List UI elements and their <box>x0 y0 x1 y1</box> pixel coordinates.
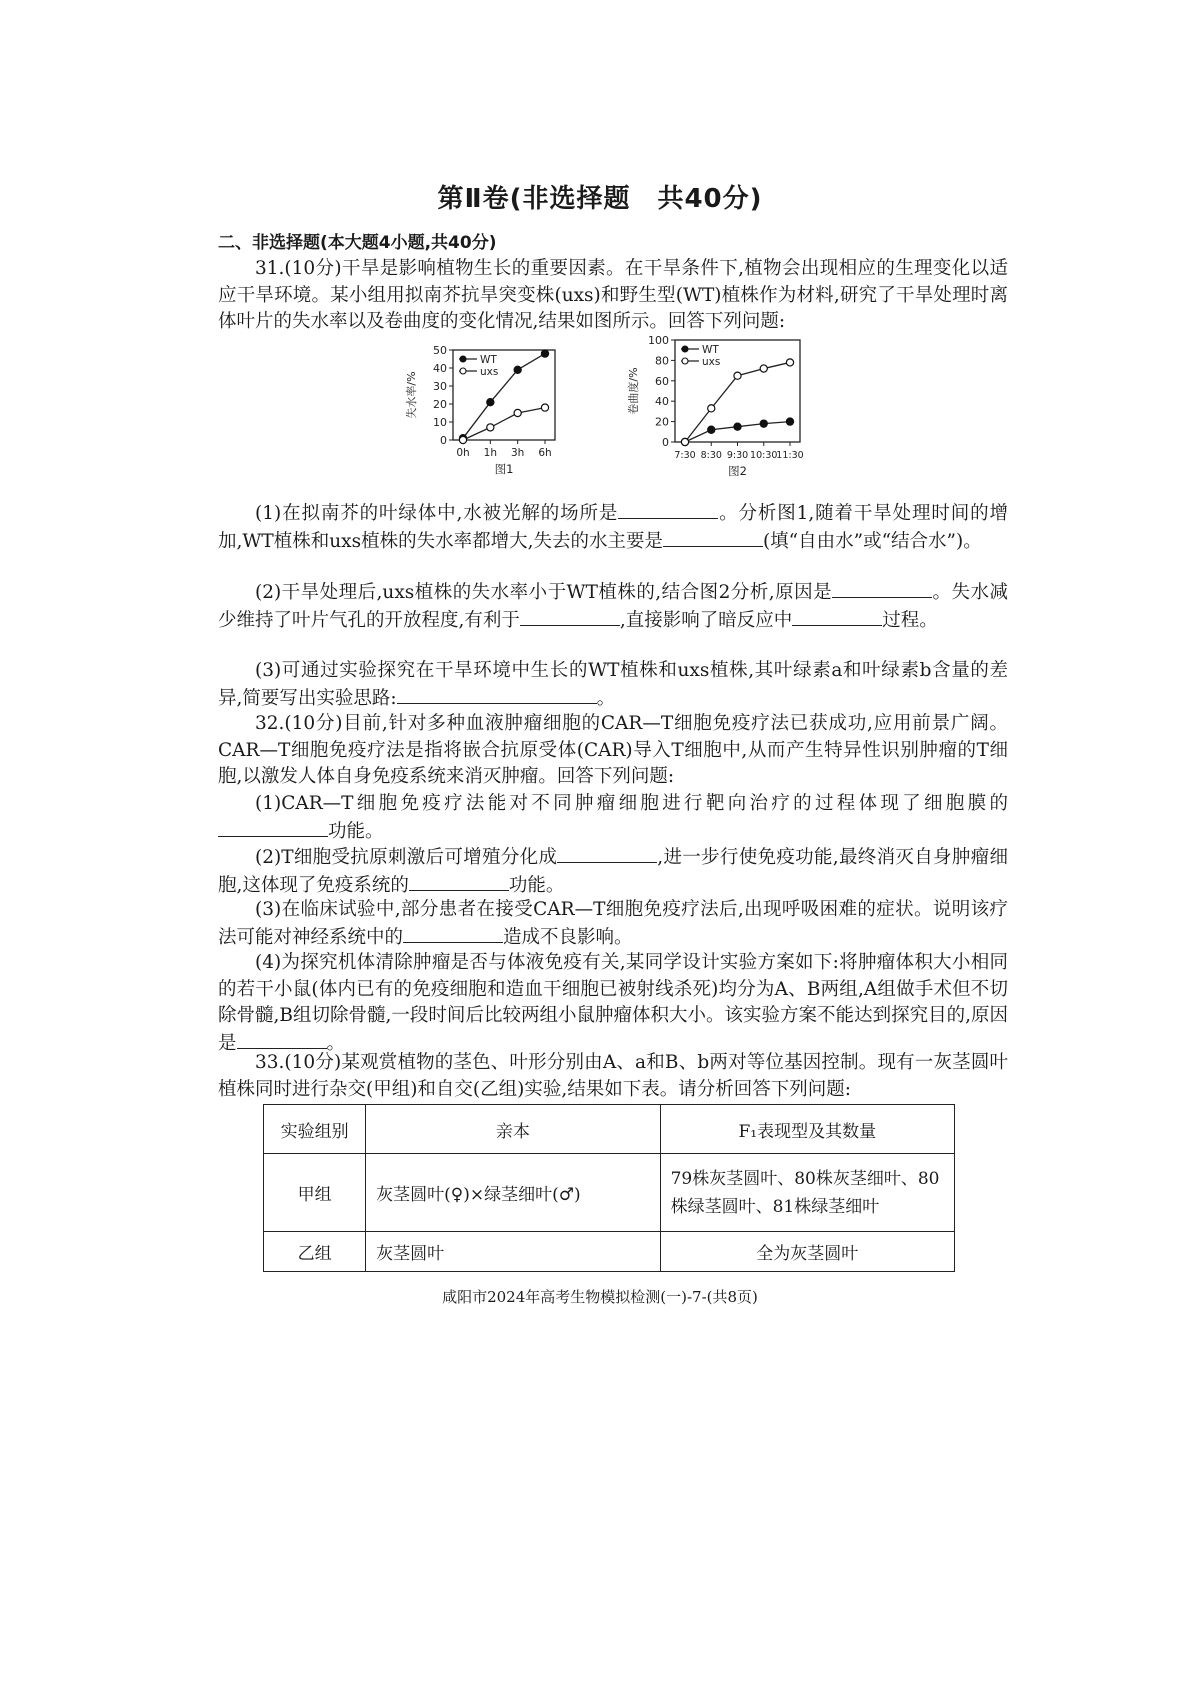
series-line-uxs <box>463 408 545 440</box>
y-axis-label: 卷曲度/% <box>627 367 640 415</box>
page-footer: 咸阳市2024年高考生物模拟检测(一)-7-(共8页) <box>442 1288 758 1306</box>
y-tick-label: 20 <box>433 398 447 411</box>
data-point-WT <box>708 426 715 433</box>
data-point-uxs <box>487 424 494 431</box>
y-tick-label: 10 <box>433 416 447 429</box>
table-cell: 灰茎圆叶 <box>366 1232 660 1272</box>
q32-p1-text-a: (1)CAR—T细胞免疫疗法能对不同肿瘤细胞进行靶向治疗的过程体现了细胞膜的 <box>255 793 1008 814</box>
data-point-uxs <box>786 359 793 366</box>
x-tick-label: 7:30 <box>674 450 696 461</box>
y-tick-label: 100 <box>648 336 669 347</box>
chart-caption: 图2 <box>728 464 747 478</box>
answer-blank[interactable] <box>520 607 620 626</box>
legend-marker <box>682 346 688 352</box>
q31-p2-text-d: 过程。 <box>882 609 938 631</box>
page-title: 第Ⅱ卷(非选择题 共40分) <box>437 184 763 214</box>
q32-part2 <box>218 844 1008 899</box>
q32-p2-text-c: 功能。 <box>508 874 565 896</box>
answer-blank[interactable] <box>218 818 328 837</box>
legend-marker <box>460 356 466 362</box>
q31-p3-text-b: 。 <box>596 687 616 709</box>
answer-blank[interactable] <box>792 607 882 626</box>
table-cell: 全为灰茎圆叶 <box>660 1232 954 1272</box>
table-header-row <box>264 1105 955 1154</box>
q31-p2-text-b: 。失水减少维持了叶片气孔的开放程度,有利于 <box>218 582 1008 631</box>
data-point-WT <box>734 423 741 430</box>
y-tick-label: 0 <box>662 436 669 449</box>
legend-label: uxs <box>480 366 499 378</box>
x-tick-label: 9:30 <box>726 450 749 461</box>
q31-charts <box>405 336 875 496</box>
answer-blank[interactable] <box>557 844 657 863</box>
answer-blank[interactable] <box>403 924 503 943</box>
q31-intro: 31.(10分)干旱是影响植物生长的重要因素。在干旱条件下,植物会出现相应的生理变化以适应干旱环境。某小组用拟南芥抗旱突变株(uxs)和野生型(WT)植株作为材料,研究了干旱处理时离体叶片的失水率以及卷曲度的变化情况,结果如图所示。回答下列问题: <box>218 258 1008 332</box>
q31-p1-text-c: (填“自由水”或“结合水”)。 <box>762 530 982 552</box>
data-point-WT <box>541 350 548 357</box>
table-row <box>264 1232 955 1272</box>
q31-part3 <box>218 658 1008 712</box>
q32-part3 <box>218 897 1008 951</box>
answer-blank[interactable] <box>409 872 509 891</box>
series-line-WT <box>463 354 545 439</box>
x-tick-label: 11:30 <box>776 450 804 461</box>
q32-p4-text-b: 。 <box>326 1032 346 1054</box>
x-tick-label: 10:30 <box>750 450 778 461</box>
q32-p1-text-b: 功能。 <box>328 820 384 842</box>
data-point-uxs <box>708 405 715 412</box>
data-point-uxs <box>681 438 688 445</box>
q32-intro: 32.(10分)目前,针对多种血液肿瘤细胞的CAR—T细胞免疫疗法已获成功,应用前景广阔。CAR—T细胞免疫疗法是指将嵌合抗原受体(CAR)导入T细胞中,从而产生特异性识别肿瘤的T细胞,以激发人体自身免疫系统来消灭肿瘤。回答下列问题: <box>218 713 1008 787</box>
x-tick-label: 3h <box>510 447 525 459</box>
q33-intro: 33.(10分)某观赏植物的茎色、叶形分别由A、a和B、b两对等位基因控制。现有一灰茎圆叶植株同时进行杂交(甲组)和自交(乙组)实验,结果如下表。请分析回答下列问题: <box>218 1052 1008 1100</box>
table-header-cell: 亲本 <box>366 1105 660 1154</box>
data-point-WT <box>514 366 521 373</box>
y-tick-label: 20 <box>655 415 669 429</box>
y-tick-label: 40 <box>655 395 669 409</box>
chart-2 <box>626 336 804 478</box>
q31-p1-text-a: (1)在拟南芥的叶绿体中,水被光解的场所是 <box>255 503 619 524</box>
y-tick-label: 60 <box>655 374 669 388</box>
data-point-WT <box>786 418 793 425</box>
data-point-WT <box>487 399 494 406</box>
q31-p3-text-a: (3)可通过实验探究在干旱环境中生长的WT植株和uxs植株,其叶绿素a和叶绿素b含量的差异,简要写出实验思路: <box>218 660 1008 709</box>
legend-marker <box>682 358 688 364</box>
plot-frame <box>453 350 555 440</box>
q33-results-table <box>263 1104 955 1272</box>
table-cell: 乙组 <box>264 1232 366 1272</box>
y-tick-label: 50 <box>433 344 447 357</box>
q32-p3-text-b: 造成不良影响。 <box>503 926 633 948</box>
charts-svg <box>405 336 875 496</box>
legend-label: WT <box>480 354 497 366</box>
q32-p4-text-a: (4)为探究机体清除肿瘤是否与体液免疫有关,某同学设计实验方案如下:将肿瘤体积大小相同的若干小鼠(体内已有的免疫细胞和造血干细胞已被射线杀死)均分为A、B两组,A组做手术但不切除骨髓,B组切除骨髓,一段时间后比较两组小鼠肿瘤体积大小。该实验方案不能达到探究目的,原因是 <box>218 952 1008 1054</box>
chart-caption: 图1 <box>494 462 514 476</box>
table-header-cell: 实验组别 <box>264 1105 366 1154</box>
q32-part4 <box>218 950 1008 1057</box>
q31-p2-text-c: ,直接影响了暗反应中 <box>619 609 793 631</box>
x-tick-label: 0h <box>456 447 470 459</box>
answer-blank[interactable] <box>832 579 932 598</box>
q32-p2-text-b: ,进一步行使免疫功能,最终消灭自身肿瘤细胞,这体现了免疫系统的 <box>218 847 1009 896</box>
q31-part2 <box>218 579 1008 634</box>
q32-part1 <box>218 791 1008 845</box>
section-label: 二、非选择题(本大题4小题,共40分) <box>218 233 497 253</box>
table-header-cell: F₁表现型及其数量 <box>660 1105 954 1154</box>
table-cell: 79株灰茎圆叶、80株灰茎细叶、80株绿茎圆叶、81株绿茎细叶 <box>660 1154 954 1232</box>
table-row <box>264 1154 955 1232</box>
data-point-WT <box>760 420 767 427</box>
y-tick-label: 40 <box>433 362 447 375</box>
table-cell: 甲组 <box>264 1154 366 1232</box>
q32-p2-text-a: (2)T细胞受抗原刺激后可增殖分化成 <box>255 847 558 868</box>
y-axis-label: 失水率/% <box>405 371 418 419</box>
section-heading <box>218 230 1008 257</box>
data-point-uxs <box>760 365 767 372</box>
data-point-uxs <box>541 404 548 411</box>
data-point-uxs <box>734 372 741 379</box>
chart-1 <box>405 344 555 476</box>
answer-blank[interactable] <box>237 1030 327 1049</box>
answer-blank[interactable] <box>618 500 718 519</box>
q31-p1-text-b: 。分析图1,随着干旱处理时间的增加,WT植株和uxs植株的失水率都增大,失去的水主要是 <box>218 503 1008 552</box>
x-tick-label: 6h <box>538 447 552 459</box>
q31-p2-text-a: (2)干旱处理后,uxs植株的失水率小于WT植株的,结合图2分析,原因是 <box>255 582 833 603</box>
q32-p3-text-a: (3)在临床试验中,部分患者在接受CAR—T细胞免疫疗法后,出现呼吸困难的症状。说明该疗法可能对神经系统中的 <box>218 899 1008 948</box>
answer-blank[interactable] <box>663 528 763 547</box>
y-tick-label: 0 <box>440 434 447 447</box>
y-tick-label: 80 <box>655 354 669 368</box>
q31-part1 <box>218 500 1008 555</box>
legend-label: WT <box>702 344 719 356</box>
legend-marker <box>460 368 466 374</box>
y-tick-label: 30 <box>433 380 447 393</box>
q33-table-container <box>263 1104 955 1272</box>
data-point-uxs <box>459 436 466 443</box>
x-tick-label: 8:30 <box>700 450 722 461</box>
data-point-uxs <box>514 409 521 416</box>
legend-label: uxs <box>702 356 721 368</box>
x-tick-label: 1h <box>483 447 498 459</box>
table-cell: 灰茎圆叶(♀)×绿茎细叶(♂) <box>366 1154 660 1232</box>
answer-blank[interactable] <box>397 685 597 704</box>
